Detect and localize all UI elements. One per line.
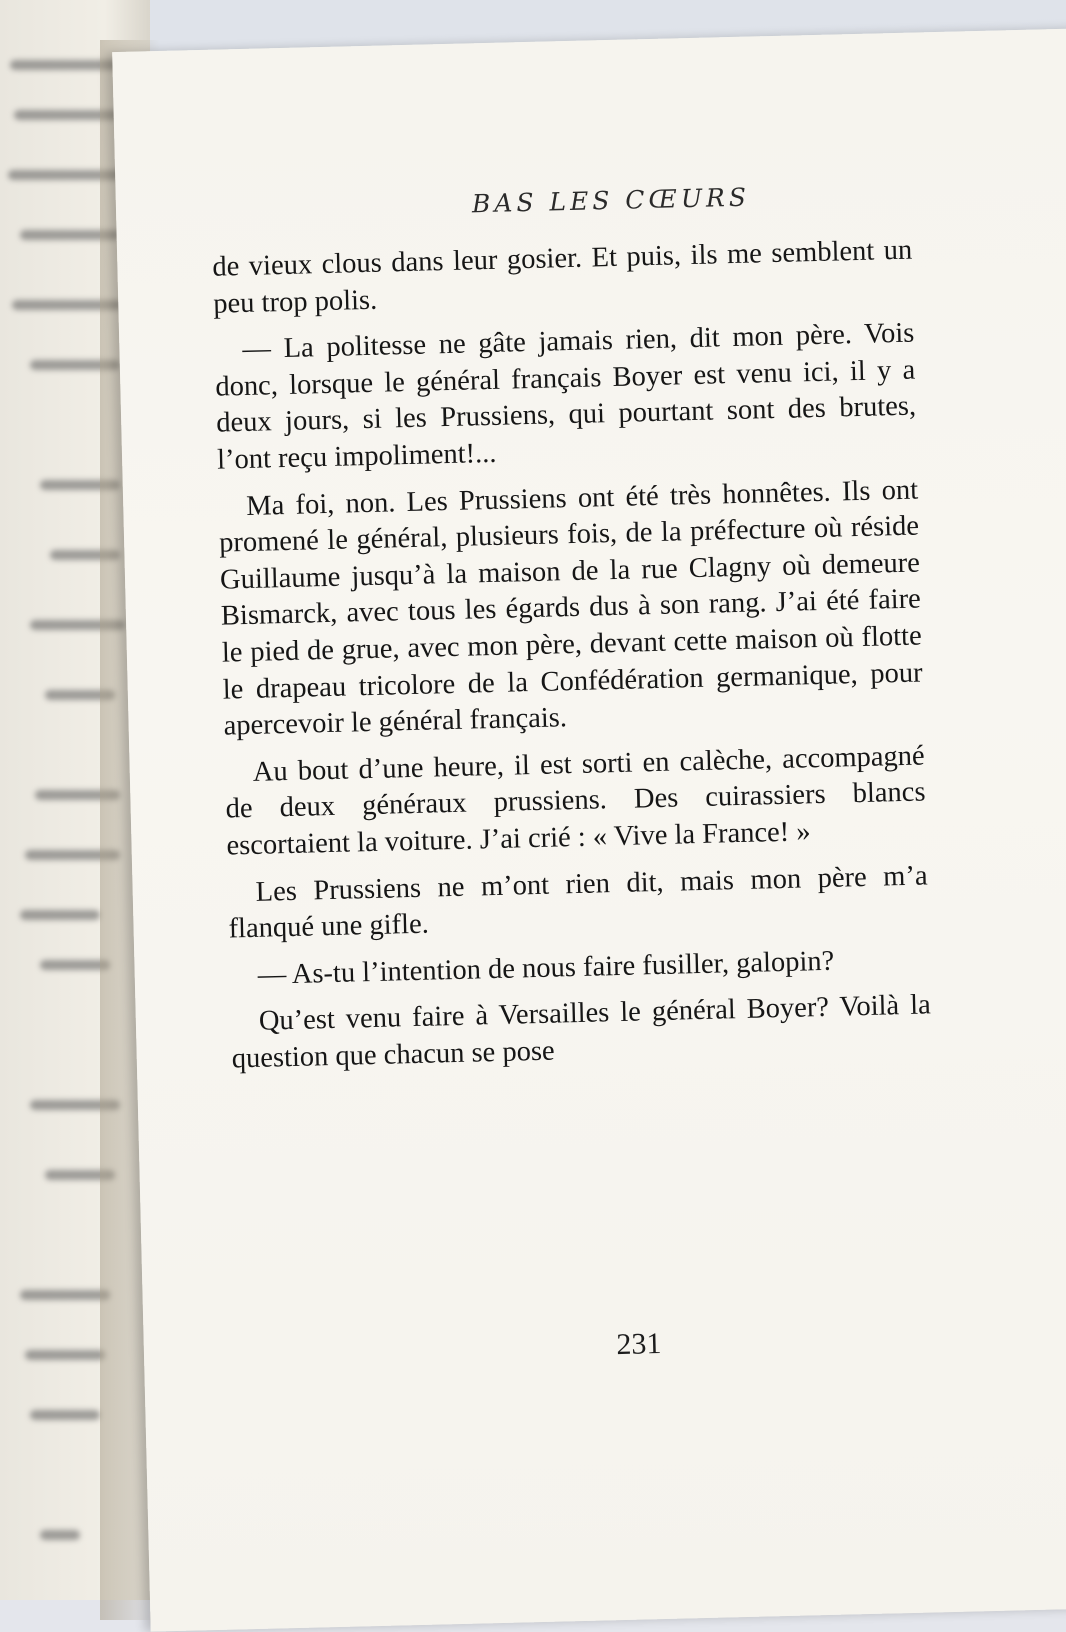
- paragraph: Au bout d’une heure, il est sorti en calèche, accompagné de deux généraux prussiens. Des cuirassiers blancs escortaient la voiture. J’ai crié : « Vive la France! »: [225, 740, 926, 862]
- running-head: BAS LES CŒURS: [471, 182, 751, 219]
- paragraph: — La politesse ne gâte jamais rien, dit mon père. Vois donc, lorsque le général français Boyer est venu ici, il y a deux jours, si les Prussiens, qui pourtant sont des brutes, l’ont reçu impoliment!...: [214, 317, 917, 476]
- page-text: [212, 233, 932, 1088]
- book-page: [112, 28, 1066, 1632]
- paragraph: Qu’est venu faire à Versailles le général Boyer? Voilà la question que chacun se pose: [231, 989, 932, 1075]
- page-number: 231: [615, 1327, 662, 1362]
- paragraph: Les Prussiens ne m’ont rien dit, mais mon père m’a flanqué une gifle.: [228, 859, 928, 945]
- paragraph: Ma foi, non. Les Prussiens ont été très honnêtes. Ils ont promené le général, plusieurs fois, de la préfecture où réside Guillaume jusqu’à la maison de la rue Clagny où demeure Bismarck, avec tous les égards dus à son rang. J’ai été faire le pied de grue, avec mon père, devant cette maison où flotte le drapeau tricolore de la Confédération germanique, pour apercevoir le général français.: [218, 474, 923, 742]
- paragraph: — As-tu l’intention de nous faire fusiller, galopin?: [257, 945, 835, 991]
- paragraph: de vieux clous dans leur gosier. Et puis, ils me semblent un peu trop polis.: [212, 234, 913, 320]
